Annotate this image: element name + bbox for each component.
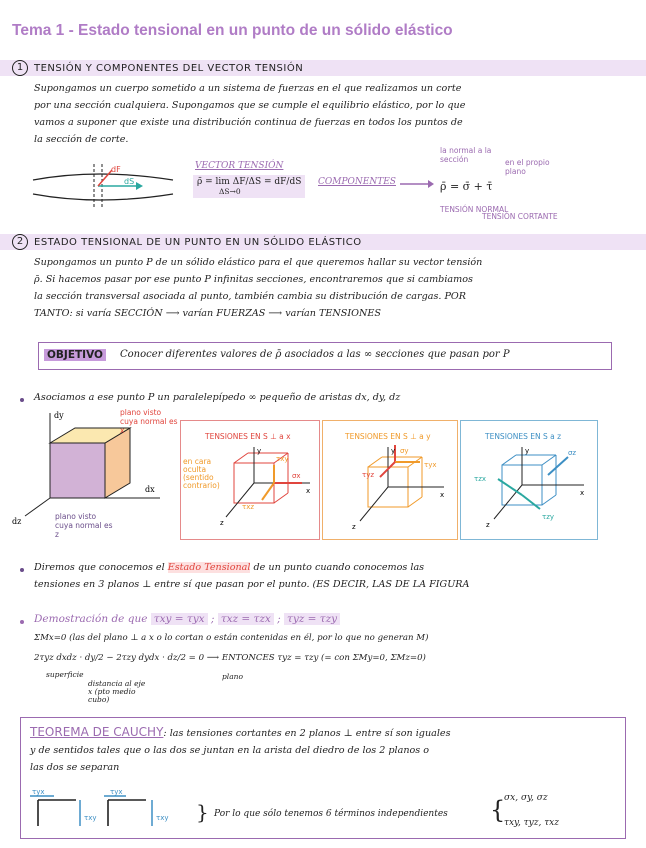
diagram-y-title: TENSIONES EN S ⊥ a y bbox=[345, 432, 431, 441]
teorema-text: TEOREMA DE CAUCHY: las tensiones cortantes en 2 planos ⊥ entre sí son iguales y de sentidos tales que o las dos se juntan en la arista del diedro de los 2 planos o las dos se separan bbox=[30, 725, 451, 773]
cauchy-figure bbox=[26, 786, 176, 834]
section1-paragraph: Supongamos un cuerpo sometido a un sistema de fuerzas en el que realizamos un corte por una sección cualquiera. Supongamos que se cumple el equilibrio elástico, por lo que vamos a suponer que existe una distribución continua de fuerzas en todos los puntos de la sección de corte. bbox=[34, 83, 466, 145]
fig-label: τxy bbox=[84, 814, 97, 822]
bullet-dot bbox=[20, 568, 24, 572]
section2-paragraph: Supongamos un punto P de un sólido elástico para el que queremos hallar su vector tensión ρ̄. Si hacemos pasar por ese punto P infinitas secciones, encontraremos que si cambiamos la sección transversal asociada al punto, también cambia su distribución de cargas. POR TANTO: si varía SECCIÓN ⟶ varían FUERZAS ⟶ varían TENSIONES bbox=[34, 257, 483, 319]
teorema-conclusion: Por lo que sólo tenemos 6 términos independientes bbox=[214, 809, 448, 819]
vector-tension-label: VECTOR TENSIÓN bbox=[195, 161, 284, 171]
section2-heading: ESTADO TENSIONAL DE UN PUNTO EN UN SÓLIDO ELÁSTICO bbox=[34, 237, 362, 248]
label-tau-b: τxz bbox=[242, 503, 255, 511]
label-sigma: σz bbox=[568, 449, 577, 457]
bullet2-text: Diremos que conocemos el Estado Tensional de un punto cuando conocemos las tensiones en 3 planos ⊥ entre sí que pasan por el punto. (ES DECIR, LAS DE LA FIGURA bbox=[34, 562, 470, 590]
bullet-dot bbox=[20, 398, 24, 402]
componentes-label: COMPONENTES bbox=[318, 177, 396, 187]
fig-label: τyx bbox=[32, 788, 45, 796]
diagram-x-title: TENSIONES EN S ⊥ a x bbox=[205, 432, 291, 441]
tension-normal: TENSIÓN NORMAL bbox=[440, 205, 509, 214]
label-y: y bbox=[257, 447, 262, 455]
label-x: x bbox=[580, 489, 585, 497]
label-z: z bbox=[352, 523, 356, 531]
objetivo-text: Conocer diferentes valores de ρ̄ asociados a las ∞ secciones que pasan por P bbox=[120, 349, 510, 360]
diagram-z-figure bbox=[468, 445, 592, 535]
cut-body-figure bbox=[28, 160, 178, 210]
label-tau-b: τyz bbox=[362, 471, 375, 479]
independent-sigmas: σx, σy, σz bbox=[504, 793, 548, 803]
label-y: y bbox=[525, 447, 530, 455]
arrow-icon bbox=[400, 178, 434, 190]
diagram-z-title: TENSIONES EN S a z bbox=[485, 432, 562, 441]
ds-label: dS bbox=[124, 177, 135, 186]
fig-label: τyx bbox=[110, 788, 123, 796]
decomposition: ρ̄ = σ̄ + τ̄ bbox=[440, 180, 493, 193]
note-plane-z: plano visto cuya normal es z bbox=[55, 512, 113, 539]
diagram-y-figure bbox=[340, 445, 450, 535]
sigma-note: la normal a la sección bbox=[440, 146, 492, 164]
bullet-dot bbox=[20, 620, 24, 624]
page-title: Tema 1 - Estado tensional en un punto de un sólido elástico bbox=[12, 22, 453, 39]
label-tau-a: τxy bbox=[276, 455, 289, 463]
label-tau-a: τyx bbox=[424, 461, 437, 469]
diagram-x-figure bbox=[212, 445, 316, 535]
bullet3-heading: Demostración de que τxy = τyx ; τxz = τzx ; τyz = τzy bbox=[34, 611, 340, 628]
axis-dx: dx bbox=[145, 485, 155, 494]
section2-number: 2 bbox=[12, 234, 28, 250]
label-y: y bbox=[391, 447, 396, 455]
label-tau-a: τzx bbox=[474, 475, 487, 483]
diagram-x-note: en cara oculta (sentido contrario) bbox=[183, 457, 220, 490]
axis-dy: dy bbox=[54, 411, 64, 420]
note-plano: plano bbox=[222, 672, 244, 681]
fig-label: τxy bbox=[156, 814, 169, 822]
label-x: x bbox=[440, 491, 445, 499]
tau-note: en el propio plano bbox=[505, 158, 550, 176]
vector-formula: ρ̄ = lim ΔF/ΔS = dF/dS ΔS→0 bbox=[193, 175, 305, 198]
bullet3-line1: ΣMx=0 (las del plano ⊥ a x o lo cortan o están contenidas en él, por lo que no generan M) bbox=[34, 633, 429, 643]
objetivo-label: OBJETIVO bbox=[44, 349, 106, 361]
label-x: x bbox=[306, 487, 311, 495]
section1-heading: TENSIÓN Y COMPONENTES DEL VECTOR TENSIÓN bbox=[34, 63, 304, 74]
note-distancia: distancia al eje x (pto medio cubo) bbox=[88, 679, 146, 704]
label-z: z bbox=[486, 521, 490, 529]
df-label: dF bbox=[111, 165, 121, 174]
brace-icon: { bbox=[490, 796, 506, 824]
note-superficie: superficie bbox=[46, 670, 84, 679]
brace-icon: } bbox=[196, 800, 209, 824]
label-tau-b: τzy bbox=[542, 513, 555, 521]
bullet3-line2: 2τyz dxdz · dy/2 − 2τzy dydx · dz/2 = 0 ⟶ ENTONCES τyz = τzy (= con ΣMy=0, ΣMz=0) bbox=[34, 653, 426, 663]
independent-taus: τxy, τyz, τxz bbox=[504, 818, 559, 828]
axis-dz: dz bbox=[12, 517, 22, 526]
label-sigma: σx bbox=[292, 472, 301, 480]
label-sigma: σy bbox=[400, 447, 409, 455]
bullet1-text: Asociamos a ese punto P un paralelepípedo ∞ pequeño de aristas dx, dy, dz bbox=[34, 392, 401, 403]
label-z: z bbox=[220, 519, 224, 527]
tension-cortante: TENSIÓN CORTANTE bbox=[482, 212, 558, 221]
note-plane-x: plano visto cuya normal es x bbox=[120, 408, 178, 435]
section1-number: 1 bbox=[12, 60, 28, 76]
